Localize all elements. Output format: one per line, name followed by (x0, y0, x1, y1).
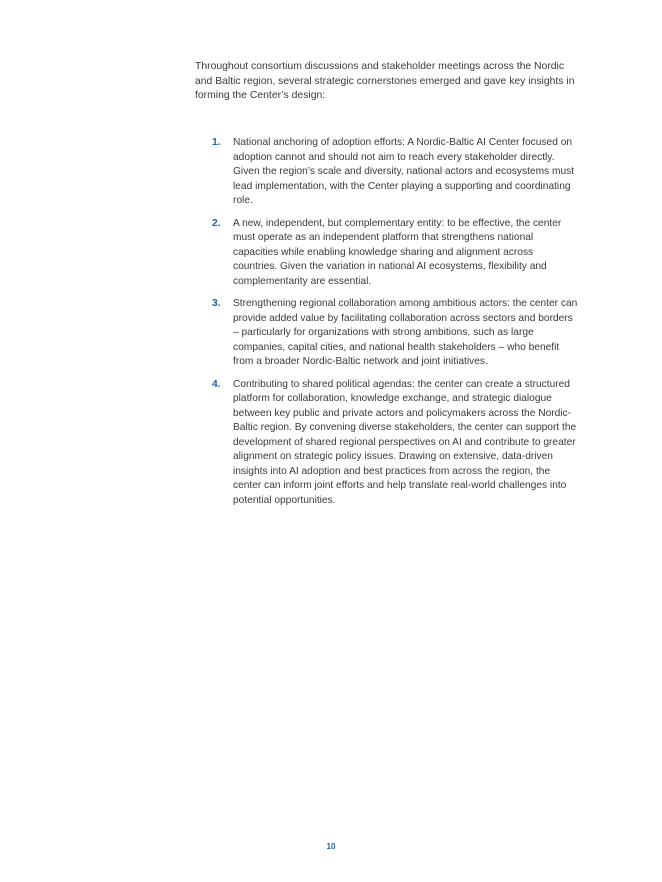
page-number: 10 (326, 842, 336, 851)
list-item-number: 4. (212, 378, 221, 390)
list-item-number: 2. (212, 217, 221, 229)
list-item (212, 378, 580, 509)
list-item (212, 217, 580, 290)
list-item-number: 1. (212, 137, 221, 148)
list-item (212, 297, 580, 370)
cornerstones-list (212, 136, 580, 516)
list-item-text: A new, independent, but complementary entity: to be effective, the center must operate as an independent platform that strengthens national capacities while enabling knowledge sharing and alignment across countries. Given the variation in national AI ecosystems, flexibility and complementarity are essential. (233, 217, 562, 287)
intro-paragraph: Throughout consortium discussions and stakeholder meetings across the Nordic and Baltic region, several strategic cornerstones emerged and gave key insights in forming the Center’s design: (195, 61, 575, 102)
list-item-text: Contributing to shared political agendas: the center can create a structured platform for collaboration, knowledge exchange, and strategic dialogue between key public and private actors and policymakers across the Nordic-Baltic region. By convening diverse stakeholders, the center can support the development of shared regional perspectives on AI and contribute to greater alignment on strategic policy issues. Drawing on extensive, data-driven insights into AI adoption and best practices from across the region, the center can inform joint efforts and help translate real-world challenges into potential opportunities. (233, 378, 577, 506)
list-item-text: Strengthening regional collaboration among ambitious actors: the center can provide added value by facilitating collaboration across sectors and borders – particularly for organizations with strong ambitions, such as large companies, capital cities, and national health stakeholders – who benefit from a broader Nordic-Baltic network and joint initiatives. (233, 298, 578, 367)
list-item-text: National anchoring of adoption efforts: A Nordic-Baltic AI Center focused on adoption cannot and should not aim to reach every stakeholder directly. Given the region’s scale and diversity, national actors and ecosystems must lead implementation, with the Center playing a supporting and coordinating role. (233, 137, 575, 206)
list-item (212, 136, 580, 209)
list-item-number: 3. (212, 298, 221, 309)
